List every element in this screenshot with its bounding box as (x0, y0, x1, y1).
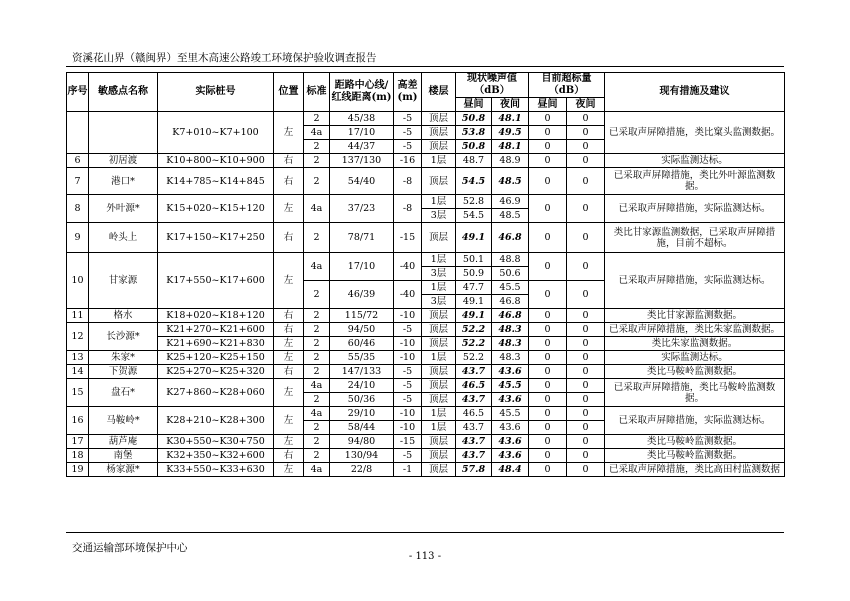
cell-measures: 实际监测达标。 (605, 351, 785, 365)
cell-height: -5 (394, 126, 422, 140)
cell-station: K17+550~K17+600 (158, 253, 274, 309)
cell-excess-day: 0 (529, 337, 567, 351)
cell-floor: 3层 (422, 267, 456, 281)
cell-noise-day: 47.7 (456, 281, 492, 295)
cell-distance: 78/71 (330, 223, 394, 253)
cell-excess-day: 0 (529, 365, 567, 379)
cell-height: -15 (394, 223, 422, 253)
cell-measures: 类比甘家源监测数据，已采取声屏障措施，目前不超标。 (605, 223, 785, 253)
cell-floor: 1层 (422, 407, 456, 421)
cell-floor: 顶层 (422, 140, 456, 154)
cell-noise-night: 49.5 (492, 126, 529, 140)
cell-height: -5 (394, 365, 422, 379)
cell-standard: 2 (304, 223, 330, 253)
cell-excess-night: 0 (567, 379, 605, 393)
cell-excess-day: 0 (529, 154, 567, 168)
cell-floor: 顶层 (422, 223, 456, 253)
cell-measures: 类比朱家监测数据。 (605, 337, 785, 351)
page-header: 资溪花山界（赣闽界）至里木高速公路竣工环境保护验收调查报告 (72, 52, 377, 64)
cell-no (67, 112, 89, 154)
cell-distance: 58/44 (330, 421, 394, 435)
cell-floor: 顶层 (422, 379, 456, 393)
cell-distance: 115/72 (330, 309, 394, 323)
cell-distance: 54/40 (330, 168, 394, 195)
header-noise-night: 夜间 (492, 98, 529, 112)
cell-noise-night: 43.6 (492, 365, 529, 379)
cell-no: 12 (67, 323, 89, 351)
cell-distance: 94/80 (330, 435, 394, 449)
cell-name (89, 112, 158, 154)
cell-station: K33+550~K33+630 (158, 463, 274, 477)
cell-floor: 顶层 (422, 449, 456, 463)
cell-height: -5 (394, 449, 422, 463)
noise-survey-table (66, 72, 785, 477)
cell-noise-day: 50.8 (456, 140, 492, 154)
cell-height: -10 (394, 351, 422, 365)
cell-floor: 3层 (422, 209, 456, 223)
header-excess-label: 目前超标量 (541, 73, 592, 84)
cell-noise-day: 50.9 (456, 267, 492, 281)
cell-name: 港口* (89, 168, 158, 195)
cell-distance: 37/23 (330, 195, 394, 223)
cell-standard: 2 (304, 351, 330, 365)
cell-side: 右 (274, 168, 304, 195)
cell-floor: 顶层 (422, 309, 456, 323)
cell-noise-night: 48.8 (492, 253, 529, 267)
cell-side: 左 (274, 337, 304, 351)
cell-height: -5 (394, 140, 422, 154)
cell-excess-night: 0 (567, 337, 605, 351)
cell-noise-day: 53.8 (456, 126, 492, 140)
cell-distance: 44/37 (330, 140, 394, 154)
cell-excess-day: 0 (529, 309, 567, 323)
cell-noise-day: 48.7 (456, 154, 492, 168)
cell-name: 葫芦庵 (89, 435, 158, 449)
cell-side: 右 (274, 154, 304, 168)
cell-noise-night: 48.5 (492, 209, 529, 223)
header-measures: 现有措施及建议 (605, 73, 785, 112)
cell-no: 11 (67, 309, 89, 323)
cell-name: 长沙源* (89, 323, 158, 351)
cell-measures: 类比马鞍岭监测数据。 (605, 435, 785, 449)
cell-measures: 已采取声屏障措施，实际监测达标。 (605, 407, 785, 435)
header-noise-day: 昼间 (456, 98, 492, 112)
cell-floor: 顶层 (422, 463, 456, 477)
cell-noise-night: 48.5 (492, 168, 529, 195)
cell-noise-day: 50.1 (456, 253, 492, 267)
cell-noise-day: 43.7 (456, 365, 492, 379)
cell-side: 左 (274, 463, 304, 477)
cell-floor: 顶层 (422, 393, 456, 407)
cell-noise-night: 43.6 (492, 449, 529, 463)
cell-no: 13 (67, 351, 89, 365)
cell-excess-night: 0 (567, 463, 605, 477)
cell-excess-day: 0 (529, 195, 567, 223)
header-side: 位置 (274, 73, 304, 112)
cell-measures: 类比甘家源监测数据。 (605, 309, 785, 323)
cell-height: -8 (394, 195, 422, 223)
cell-station: K17+150~K17+250 (158, 223, 274, 253)
cell-floor: 1层 (422, 253, 456, 267)
cell-distance: 22/8 (330, 463, 394, 477)
cell-standard: 2 (304, 323, 330, 337)
cell-distance: 29/10 (330, 407, 394, 421)
cell-noise-day: 49.1 (456, 309, 492, 323)
cell-noise-night: 48.3 (492, 323, 529, 337)
cell-name: 杨家源* (89, 463, 158, 477)
cell-station: K32+350~K32+600 (158, 449, 274, 463)
header-name: 敏感点名称 (89, 73, 158, 112)
cell-noise-day: 52.2 (456, 337, 492, 351)
cell-standard: 2 (304, 435, 330, 449)
cell-no: 15 (67, 379, 89, 407)
cell-noise-night: 43.6 (492, 421, 529, 435)
cell-noise-night: 43.6 (492, 435, 529, 449)
cell-side: 左 (274, 112, 304, 154)
cell-height: -10 (394, 309, 422, 323)
cell-standard: 4a (304, 407, 330, 421)
cell-station: K10+800~K10+900 (158, 154, 274, 168)
cell-floor: 顶层 (422, 337, 456, 351)
cell-no: 6 (67, 154, 89, 168)
cell-distance: 137/130 (330, 154, 394, 168)
cell-excess-day: 0 (529, 421, 567, 435)
cell-standard: 2 (304, 449, 330, 463)
cell-station: K21+690~K21+830 (158, 337, 274, 351)
cell-standard: 2 (304, 140, 330, 154)
cell-standard: 2 (304, 154, 330, 168)
cell-name: 盘石* (89, 379, 158, 407)
cell-standard: 2 (304, 168, 330, 195)
cell-side: 左 (274, 407, 304, 435)
cell-noise-night: 45.5 (492, 407, 529, 421)
cell-standard: 2 (304, 337, 330, 351)
cell-height: -15 (394, 435, 422, 449)
cell-side: 右 (274, 323, 304, 337)
cell-measures: 已采取声屏障措施，实际监测达标。 (605, 195, 785, 223)
cell-no: 18 (67, 449, 89, 463)
cell-excess-day: 0 (529, 393, 567, 407)
cell-height: -10 (394, 337, 422, 351)
cell-side: 左 (274, 195, 304, 223)
cell-no: 16 (67, 407, 89, 435)
cell-excess-day: 0 (529, 223, 567, 253)
cell-excess-night: 0 (567, 140, 605, 154)
header-rule (66, 66, 784, 67)
cell-excess-night: 0 (567, 281, 605, 309)
cell-standard: 4a (304, 463, 330, 477)
cell-height: -5 (394, 112, 422, 126)
cell-floor: 1层 (422, 351, 456, 365)
cell-excess-night: 0 (567, 323, 605, 337)
cell-measures: 已采取声屏障措施，实际监测达标。 (605, 253, 785, 309)
cell-distance: 55/35 (330, 351, 394, 365)
cell-side: 右 (274, 223, 304, 253)
cell-name: 格水 (89, 309, 158, 323)
cell-floor: 顶层 (422, 323, 456, 337)
cell-measures: 已采取声屏障措施，类比马鞍岭监测数据。 (605, 379, 785, 407)
cell-no: 10 (67, 253, 89, 309)
cell-noise-night: 43.6 (492, 393, 529, 407)
cell-noise-night: 48.1 (492, 140, 529, 154)
cell-name: 岭头上 (89, 223, 158, 253)
cell-floor: 1层 (422, 421, 456, 435)
cell-station: K25+120~K25+150 (158, 351, 274, 365)
header-noise-unit: （dB） (474, 85, 510, 96)
cell-excess-day: 0 (529, 323, 567, 337)
cell-floor: 顶层 (422, 435, 456, 449)
cell-measures: 类比马鞍岭监测数据。 (605, 365, 785, 379)
cell-floor: 1层 (422, 154, 456, 168)
cell-no: 8 (67, 195, 89, 223)
cell-noise-night: 45.5 (492, 379, 529, 393)
cell-excess-day: 0 (529, 112, 567, 126)
cell-station: K27+860~K28+060 (158, 379, 274, 407)
cell-station: K7+010~K7+100 (158, 112, 274, 154)
cell-measures: 实际监测达标。 (605, 154, 785, 168)
cell-distance: 45/38 (330, 112, 394, 126)
cell-excess-night: 0 (567, 112, 605, 126)
cell-station: K25+270~K25+320 (158, 365, 274, 379)
cell-excess-night: 0 (567, 365, 605, 379)
cell-noise-day: 43.7 (456, 435, 492, 449)
cell-floor: 顶层 (422, 112, 456, 126)
cell-excess-night: 0 (567, 309, 605, 323)
cell-station: K18+020~K18+120 (158, 309, 274, 323)
cell-standard: 2 (304, 112, 330, 126)
cell-excess-day: 0 (529, 281, 567, 309)
cell-floor: 顶层 (422, 365, 456, 379)
cell-side: 右 (274, 309, 304, 323)
cell-name: 甘家源 (89, 253, 158, 309)
cell-excess-night: 0 (567, 168, 605, 195)
cell-height: -40 (394, 281, 422, 309)
cell-noise-night: 46.8 (492, 223, 529, 253)
cell-distance: 17/10 (330, 253, 394, 281)
cell-noise-day: 57.8 (456, 463, 492, 477)
cell-noise-day: 49.1 (456, 223, 492, 253)
cell-excess-day: 0 (529, 435, 567, 449)
cell-station: K21+270~K21+600 (158, 323, 274, 337)
cell-distance: 17/10 (330, 126, 394, 140)
cell-excess-night: 0 (567, 195, 605, 223)
cell-station: K30+550~K30+750 (158, 435, 274, 449)
cell-side: 右 (274, 449, 304, 463)
header-noise (456, 73, 529, 98)
cell-noise-day: 49.1 (456, 295, 492, 309)
header-floor: 楼层 (422, 73, 456, 112)
cell-noise-night: 48.4 (492, 463, 529, 477)
cell-noise-night: 46.8 (492, 295, 529, 309)
cell-side: 左 (274, 351, 304, 365)
cell-height: -5 (394, 323, 422, 337)
cell-excess-night: 0 (567, 253, 605, 281)
cell-standard: 2 (304, 281, 330, 309)
cell-excess-night: 0 (567, 449, 605, 463)
cell-excess-night: 0 (567, 407, 605, 421)
cell-station: K15+020~K15+120 (158, 195, 274, 223)
cell-excess-night: 0 (567, 435, 605, 449)
cell-excess-day: 0 (529, 463, 567, 477)
cell-no: 17 (67, 435, 89, 449)
cell-excess-day: 0 (529, 449, 567, 463)
cell-floor: 顶层 (422, 168, 456, 195)
cell-station: K28+210~K28+300 (158, 407, 274, 435)
cell-no: 7 (67, 168, 89, 195)
cell-height: -10 (394, 407, 422, 421)
cell-noise-night: 46.9 (492, 195, 529, 209)
cell-side: 左 (274, 435, 304, 449)
cell-distance: 46/39 (330, 281, 394, 309)
cell-name: 南堡 (89, 449, 158, 463)
cell-noise-night: 46.8 (492, 309, 529, 323)
cell-noise-day: 46.5 (456, 407, 492, 421)
header-height: 高差(m) (394, 73, 422, 112)
cell-noise-day: 54.5 (456, 168, 492, 195)
cell-distance: 50/36 (330, 393, 394, 407)
cell-noise-day: 52.2 (456, 351, 492, 365)
cell-side: 左 (274, 253, 304, 309)
cell-measures: 已采取声屏障措施，类比外叶源监测数据。 (605, 168, 785, 195)
cell-excess-day: 0 (529, 140, 567, 154)
cell-floor: 顶层 (422, 126, 456, 140)
cell-standard: 4a (304, 126, 330, 140)
header-station: 实际桩号 (158, 73, 274, 112)
header-standard: 标准 (304, 73, 330, 112)
cell-side: 左 (274, 379, 304, 407)
header-excess-night: 夜间 (567, 98, 605, 112)
cell-noise-day: 50.8 (456, 112, 492, 126)
cell-side: 右 (274, 365, 304, 379)
cell-height: -5 (394, 393, 422, 407)
cell-height: -40 (394, 253, 422, 281)
page-footer: 交通运输部环境保护中心 (72, 542, 188, 554)
cell-excess-night: 0 (567, 421, 605, 435)
cell-name: 外叶源* (89, 195, 158, 223)
cell-measures: 已采取声屏障措施，类比朱家监测数据。 (605, 323, 785, 337)
cell-floor: 3层 (422, 295, 456, 309)
cell-noise-day: 52.8 (456, 195, 492, 209)
cell-measures: 类比马鞍岭监测数据。 (605, 449, 785, 463)
cell-standard: 4a (304, 253, 330, 281)
cell-floor: 1层 (422, 195, 456, 209)
cell-height: -1 (394, 463, 422, 477)
cell-excess-day: 0 (529, 379, 567, 393)
cell-excess-night: 0 (567, 154, 605, 168)
cell-noise-night: 50.6 (492, 267, 529, 281)
cell-noise-night: 48.3 (492, 351, 529, 365)
page-number: - 113 - (408, 551, 442, 562)
cell-excess-night: 0 (567, 223, 605, 253)
cell-no: 14 (67, 365, 89, 379)
header-noise-label: 现状噪声值 (467, 73, 517, 84)
cell-excess-night: 0 (567, 126, 605, 140)
cell-standard: 4a (304, 379, 330, 393)
cell-measures: 已采取声屏障措施，类比高田村监测数据 (605, 463, 785, 477)
header-excess (529, 73, 605, 98)
cell-name: 朱家* (89, 351, 158, 365)
header-distance: 距路中心线/红线距离(m) (330, 73, 394, 112)
cell-noise-day: 43.7 (456, 449, 492, 463)
cell-noise-day: 52.2 (456, 323, 492, 337)
cell-standard: 2 (304, 309, 330, 323)
cell-standard: 4a (304, 195, 330, 223)
footer-rule (66, 532, 784, 533)
cell-excess-night: 0 (567, 351, 605, 365)
cell-station: K14+785~K14+845 (158, 168, 274, 195)
cell-height: -8 (394, 168, 422, 195)
cell-height: -5 (394, 379, 422, 393)
cell-no: 9 (67, 223, 89, 253)
header-excess-day: 昼间 (529, 98, 567, 112)
cell-excess-day: 0 (529, 168, 567, 195)
cell-excess-night: 0 (567, 393, 605, 407)
cell-name: 下贺源 (89, 365, 158, 379)
cell-standard: 2 (304, 365, 330, 379)
cell-excess-day: 0 (529, 253, 567, 281)
cell-excess-day: 0 (529, 407, 567, 421)
cell-distance: 24/10 (330, 379, 394, 393)
cell-standard: 2 (304, 393, 330, 407)
header-no: 序号 (67, 73, 89, 112)
cell-noise-night: 48.1 (492, 112, 529, 126)
cell-distance: 60/46 (330, 337, 394, 351)
cell-height: -16 (394, 154, 422, 168)
cell-noise-day: 43.7 (456, 421, 492, 435)
cell-name: 初居渡 (89, 154, 158, 168)
cell-distance: 130/94 (330, 449, 394, 463)
cell-noise-night: 48.3 (492, 337, 529, 351)
cell-excess-day: 0 (529, 126, 567, 140)
cell-noise-day: 43.7 (456, 393, 492, 407)
cell-noise-night: 48.9 (492, 154, 529, 168)
cell-height: -10 (394, 421, 422, 435)
cell-standard: 2 (304, 421, 330, 435)
cell-noise-day: 46.5 (456, 379, 492, 393)
cell-measures: 已采取声屏障措施，类比窠头监测数据。 (605, 112, 785, 154)
cell-name: 马鞍岭* (89, 407, 158, 435)
cell-excess-day: 0 (529, 351, 567, 365)
cell-distance: 94/50 (330, 323, 394, 337)
cell-floor: 1层 (422, 281, 456, 295)
cell-no: 19 (67, 463, 89, 477)
header-excess-unit: （dB） (548, 85, 585, 96)
cell-noise-day: 54.5 (456, 209, 492, 223)
cell-distance: 147/133 (330, 365, 394, 379)
cell-noise-night: 45.5 (492, 281, 529, 295)
